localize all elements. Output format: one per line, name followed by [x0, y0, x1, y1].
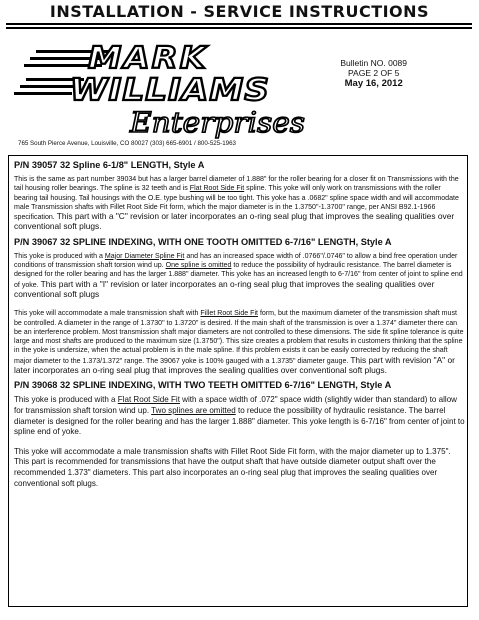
bulletin-date: May 16, 2012 [344, 78, 403, 89]
paragraph-39068-2: This yoke will accommodate a male transmission shafts with Fillet Root Side Fit form, with the major diameter up to 1.375". This part is recommended for transmissions that have the output shaft that have outside diameter output shaft over the recommended 1.373" diameters. This part also incorporates an o-ring seal plug that improves the sealing qualities over conventional soft plugs. [14, 446, 451, 488]
title-rule-bottom [6, 27, 472, 29]
content [14, 160, 466, 489]
paragraph-39067-2: This yoke will accommodate a male transmission shaft with Fillet Root Side Fit form, but the maximum diameter of the transmission shaft must be controlled. A diameter in the range of 1.3730" to 1.3720" is desired. If the main shaft of the transmission is over a 1.374" diameter there can be an interference problem. Most transmission shaft major diameters are not controlled to these dimensions. The side fit spline tolerance is quite large and most shafts are produced to the maximum size (1.3750"). This size creates a problem that results in customers thinking that the spline in the yoke is undersize, when the actual problem is in the male spline. If this problem exists it can be easily corrected by reducing the shaft major diameter to the 1.373/1.372" range. The 39067 yoke is 100% gauged with a 1.3735" diameter gauge. This part with revision "A" or later incorporates an o-ring seal plug that improves the sealing qualities over conventional soft plugs. [14, 310, 464, 376]
logo-word-williams: WILLIAMS [70, 73, 270, 108]
page-number: PAGE 2 OF 5 [348, 68, 400, 78]
paragraph-39057: This is the same as part number 39034 but has a larger barrel diameter of 1.888" for the roller bearing for a closer fit on Transmissions with the tail housing roller bearings. The spline is 32 teeth and is Flat Root Side Fit spline. This yoke will only work on transmissions with the roller bearing tail housing. Tail housings with the O.E. type bushing will be too tight. This yoke has a .0682" spline space width and will accommodate male Transmission shafts with Fillet Root Side Fit form, which the major diameter is in the 1.3750"-1.3700" range, per ANSI B92.1-1966 specification. This part with a "C" revision or later incorporates an o-ring seal plug that improves the sealing qualities over conventional soft plugs. [14, 176, 459, 232]
title-rule-top [6, 23, 472, 25]
bulletin-number: Bulletin NO. 0089 [340, 58, 407, 68]
bulletin-info [340, 58, 407, 90]
section-heading-39068: P/N 39068 32 SPLINE INDEXING, WITH TWO TEETH OMITTED 6-7/16" LENGTH, Style A [14, 380, 392, 391]
paragraph-39067-1: This yoke is produced with a Major Diameter Spline Fit and has an increased space width of .0766"/.0746" to allow a bind free operation under conditions of transmission shaft torsion wind up. One spline is omitted to reduce the possibility of hydraulic resistance. The barrel diameter is designed for the roller bearing and has the larger 1.888" diameter. This yoke has an increased length to 6-7/16" from center of joint to spline end of yoke. This part with a "I" revision or later incorporates an o-ring seal plug that improves the sealing qualities over conventional soft plugs [14, 252, 463, 299]
logo-word-mark: MARK [88, 41, 209, 76]
paragraph-39068-1: This yoke is produced with a Flat Root Side Fit with a space width of .072" space width (slightly wider than standard) to allow for transmission shaft torsion wind up. Two splines are omitted to reduce the possibility of hydraulic resistance. The barrel diameter is designed for the roller bearing and has the larger 1.888" diameter. This yoke length is 6-7/16" from center of joint to spline end of yoke. [14, 395, 465, 437]
section-heading-39057: P/N 39057 32 Spline 6-1/8" LENGTH, Style A [14, 160, 205, 170]
section-heading-39067: P/N 39067 32 SPLINE INDEXING, WITH ONE TOOTH OMITTED 6-7/16" LENGTH, Style A [14, 236, 392, 247]
logo-word-enterprises: Enterprises [128, 106, 305, 139]
page-title: INSTALLATION - SERVICE INSTRUCTIONS [49, 2, 430, 21]
company-logo [10, 40, 310, 140]
company-address: 765 South Pierce Avenue, Louisville, CO 80027 (303) 665-6901 / 800-525-1963 [18, 140, 236, 147]
